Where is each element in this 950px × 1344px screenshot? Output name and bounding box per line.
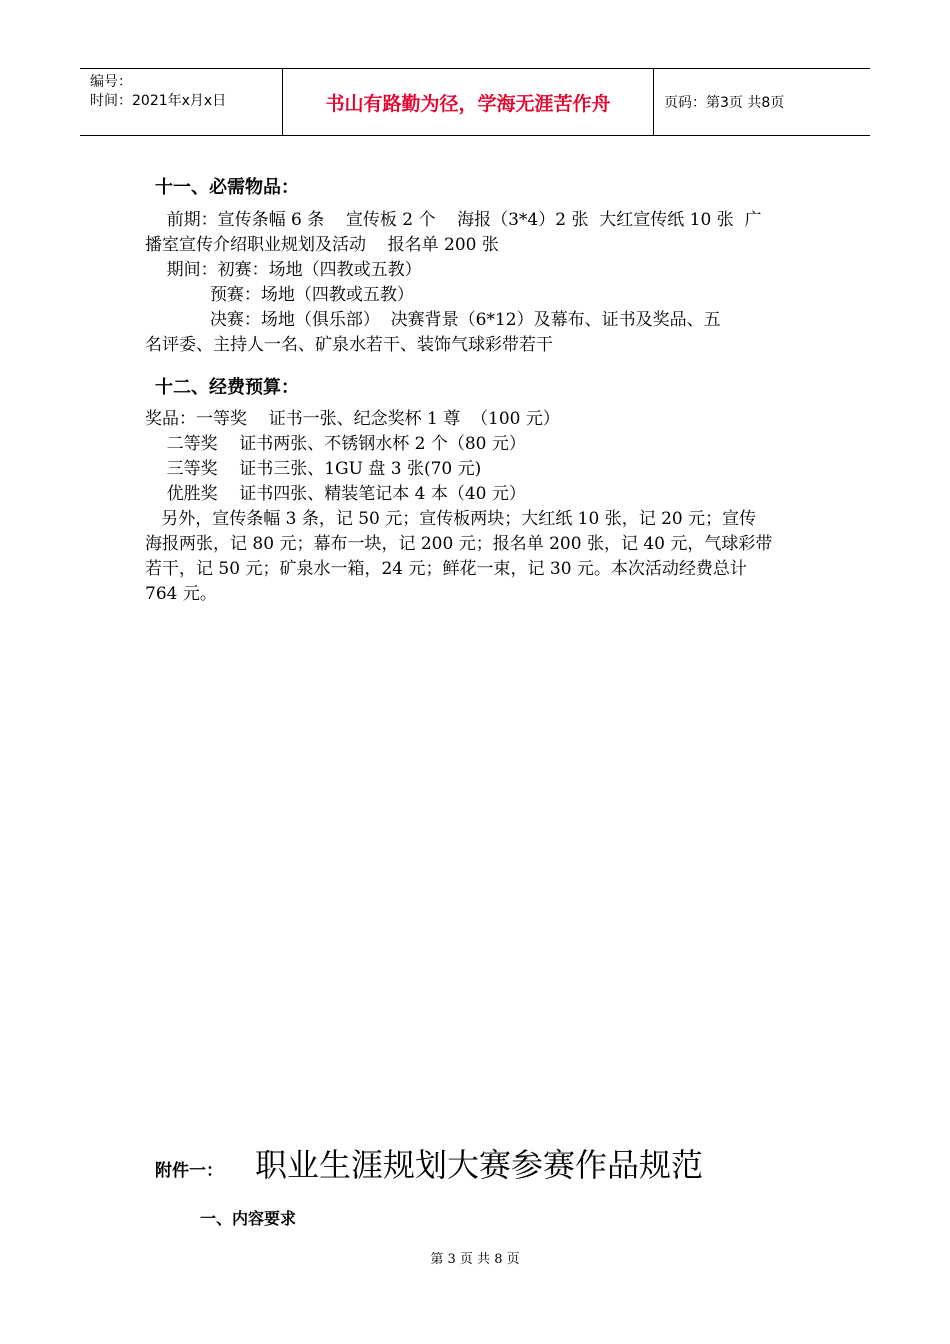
section-12-line: 另外，宣传条幅 3 条，记 50 元；宣传板两块；大红纸 10 张，记 20 元；宣传 [145, 509, 757, 529]
section-12-line: 三等奖 证书三张、1GU 盘 3 张(70 元) [145, 459, 482, 479]
annex-title: 职业生涯规划大赛参赛作品规范 [255, 1146, 704, 1184]
section-12-line: 优胜奖 证书四张、精装笔记本 4 本（40 元） [145, 484, 526, 504]
section-12-line: 若干，记 50 元；矿泉水一箱，24 元；鲜花一束，记 30 元。本次活动经费总计 [145, 559, 747, 579]
section-12-line: 764 元。 [145, 584, 217, 604]
section-11-line: 前期：宣传条幅 6 条 宣传板 2 个 海报（3*4）2 张 大红宣传纸 10 张 广 [145, 210, 762, 230]
section-12-line: 奖品：一等奖 证书一张、纪念奖杯 1 尊 （100 元） [145, 409, 560, 429]
section-11-line: 播室宣传介绍职业规划及活动 报名单 200 张 [145, 235, 499, 255]
date-label: 时间：2021年x月x日 [90, 93, 227, 109]
annex-heading [155, 1140, 703, 1186]
section-11-line: 预赛：场地（四教或五教） [145, 285, 414, 305]
header-meta [80, 69, 282, 135]
section-11-title: 十一、必需物品： [155, 177, 299, 198]
section-12-line: 二等奖 证书两张、不锈钢水杯 2 个（80 元） [145, 434, 526, 454]
section-11-line: 决赛：场地（俱乐部） 决赛背景（6*12）及幕布、证书及奖品、五 [145, 310, 721, 330]
header-motto: 书山有路勤为径，学海无涯苦作舟 [282, 69, 654, 135]
page-footer: 第 3 页 共 8 页 [430, 1252, 520, 1267]
section-11-line: 期间：初赛：场地（四教或五教） [145, 260, 422, 280]
section-11-body [145, 208, 810, 358]
section-12-title: 十二、经费预算： [155, 377, 299, 398]
page-header [80, 68, 870, 136]
section-11-line: 名评委、主持人一名、矿泉水若干、装饰气球彩带若干 [145, 335, 553, 355]
section-12-body [145, 407, 810, 607]
annex-subsection: 一、内容要求 [200, 1209, 297, 1228]
annex-label: 附件一： [155, 1161, 223, 1181]
header-page-info: 页码：第3页 共8页 [664, 95, 785, 111]
section-12-line: 海报两张，记 80 元；幕布一块，记 200 元；报名单 200 张，记 40 元，气球彩带 [145, 534, 773, 554]
number-label: 编号： [90, 74, 132, 90]
